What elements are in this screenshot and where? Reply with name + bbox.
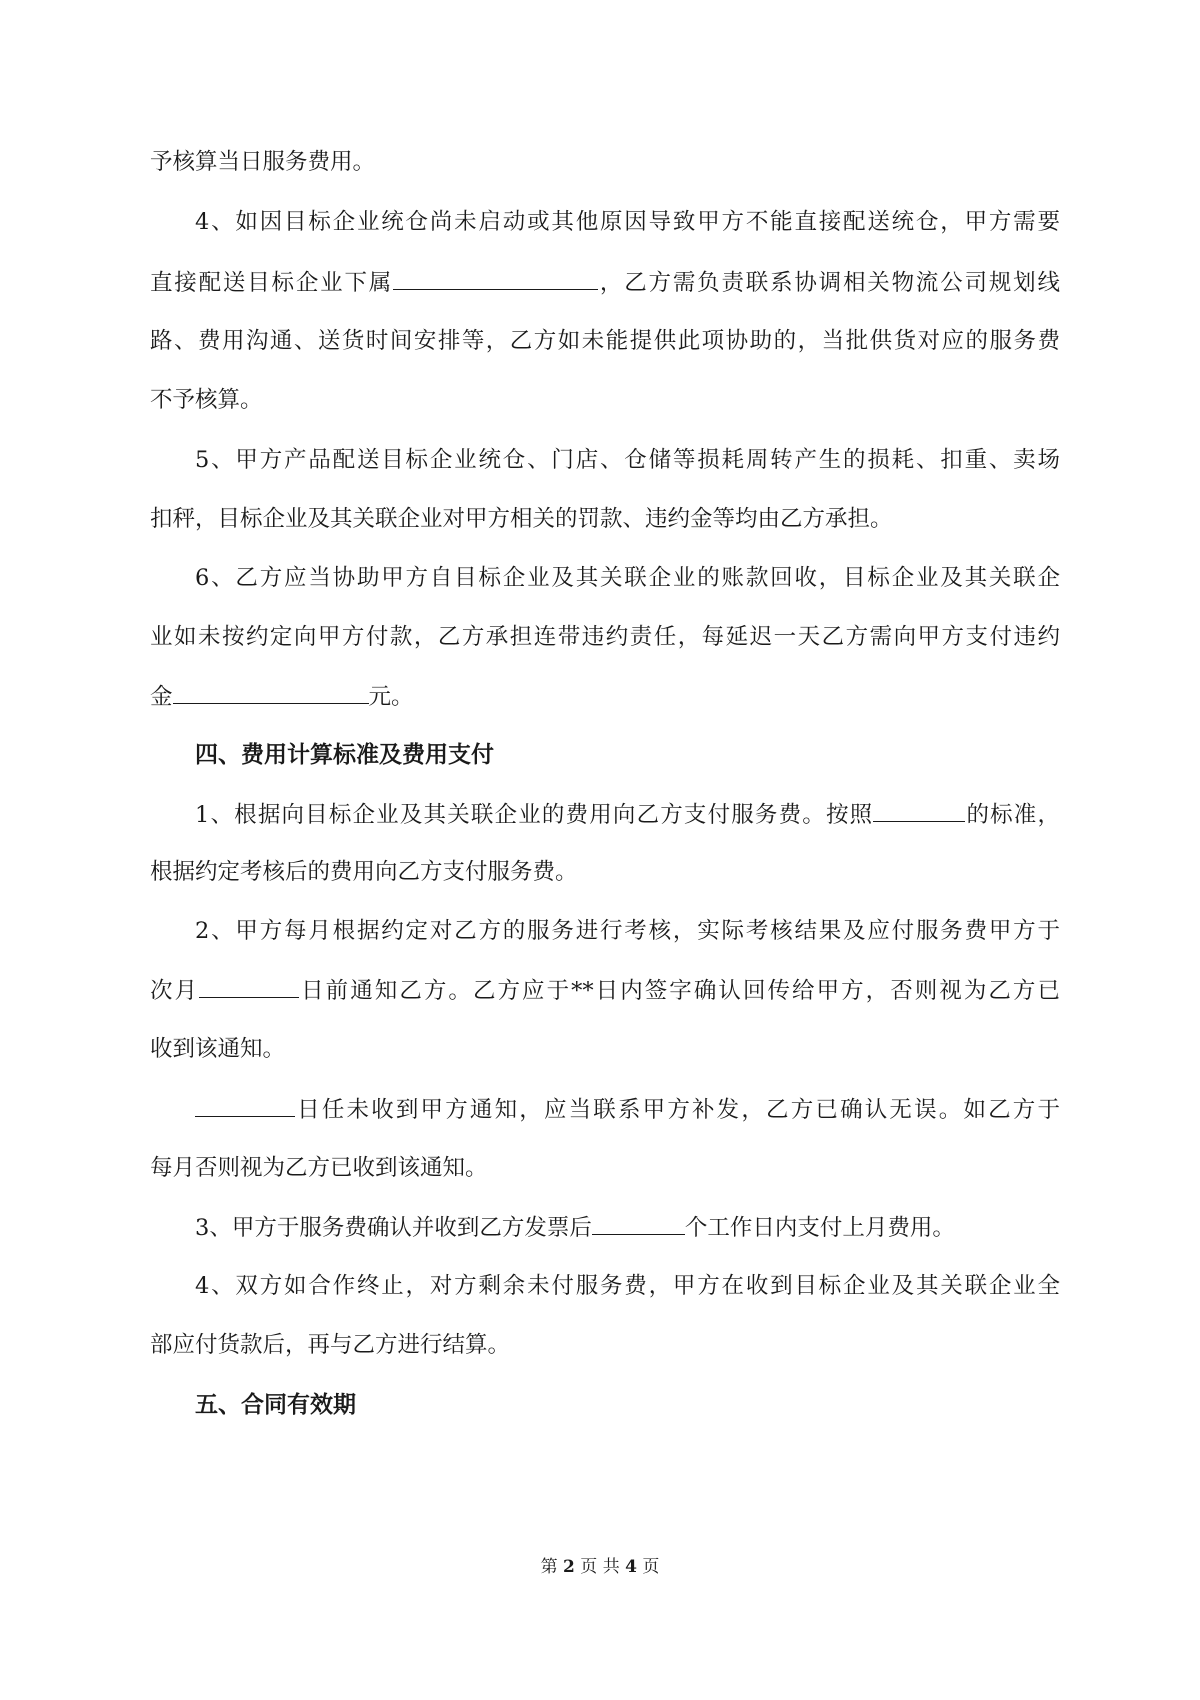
paragraph-line: 根据约定考核后的费用向乙方支付服务费。: [150, 859, 578, 885]
paragraph-line: 5、甲方产品配送目标企业统仓、门店、仓储等损耗周转产生的损耗、扣重、卖场: [195, 447, 1060, 473]
paragraph-line: 金 元。: [150, 681, 1060, 712]
current-page-number: 2: [563, 1557, 575, 1577]
paragraph-line: 每月否则视为乙方已收到该通知。: [150, 1155, 488, 1181]
paragraph-line: 收到该通知。: [150, 1036, 286, 1062]
paragraph-line: 2、甲方每月根据约定对乙方的服务进行考核，实际考核结果及应付服务费甲方于: [195, 918, 1060, 944]
fill-in-blank: [393, 267, 598, 290]
paragraph-line: 次月 日前通知乙方。乙方应于**日内签字确认回传给甲方，否则视为乙方已: [150, 975, 1060, 1006]
footer-suffix: 页: [642, 1557, 660, 1577]
paragraph-line: 1、根据向目标企业及其关联企业的费用向乙方支付服务费。按照 的标准，: [195, 799, 1060, 830]
section-heading: 四、费用计算标准及费用支付: [195, 742, 494, 768]
paragraph-line: 日任未收到甲方通知，应当联系甲方补发，乙方已确认无误。如乙方于: [195, 1094, 1060, 1125]
fill-in-blank: [195, 1094, 295, 1117]
footer-mid: 页 共: [580, 1557, 620, 1577]
paragraph-line: 直接配送目标企业下属 ，乙方需负责联系协调相关物流公司规划线: [150, 267, 1060, 298]
paragraph-line: 4、如因目标企业统仓尚未启动或其他原因导致甲方不能直接配送统仓，甲方需要: [195, 209, 1060, 235]
paragraph-line: 6、乙方应当协助甲方自目标企业及其关联企业的账款回收，目标企业及其关联企: [195, 565, 1060, 591]
section-heading: 五、合同有效期: [195, 1392, 356, 1418]
paragraph-line: 予核算当日服务费用。: [150, 149, 376, 175]
fill-in-blank: [199, 975, 299, 998]
paragraph-line: 扣秤，目标企业及其关联企业对甲方相关的罚款、违约金等均由乙方承担。: [150, 506, 893, 532]
paragraph-line: 不予核算。: [150, 387, 263, 413]
paragraph-line: 3、甲方于服务费确认并收到乙方发票后 个工作日内支付上月费用。: [195, 1212, 1060, 1243]
paragraph-line: 路、费用沟通、送货时间安排等，乙方如未能提供此项协助的，当批供货对应的服务费: [150, 328, 1060, 354]
paragraph-line: 4、双方如合作终止，对方剩余未付服务费，甲方在收到目标企业及其关联企业全: [195, 1273, 1060, 1299]
paragraph-line: 部应付货款后，再与乙方进行结算。: [150, 1332, 511, 1358]
fill-in-blank: [592, 1212, 685, 1235]
fill-in-blank: [873, 799, 965, 822]
total-page-number: 4: [625, 1557, 637, 1577]
page-number-footer: [0, 1555, 1200, 1579]
footer-prefix: 第: [540, 1557, 558, 1577]
fill-in-blank: [173, 681, 369, 704]
paragraph-line: 业如未按约定向甲方付款，乙方承担连带违约责任，每延迟一天乙方需向甲方支付违约: [150, 624, 1060, 650]
